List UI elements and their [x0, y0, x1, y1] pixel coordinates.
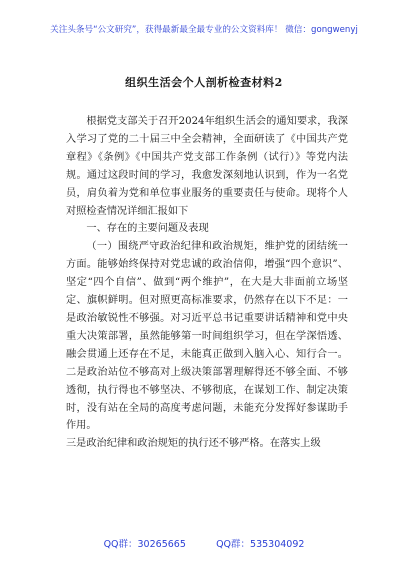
document-title: 组织生活会个人剖析检查材料2 — [125, 76, 283, 89]
footer-qq-groups: QQ群：30265665 QQ群：535304092 — [103, 539, 305, 550]
section-heading: 一、存在的主要问题及表现 — [86, 223, 209, 235]
document-body — [66, 113, 348, 453]
body-paragraph: （一）围绕严守政治纪律和政治规矩，维护党的团结统一方面。能够始终保持对党忠诚的政治信仰，增强“四个意识”、坚定“四个自信”、做到“两个维护”，在大是大非面前立场坚定、旗帜鲜明。但对照更高标准要求，仍然存在以下不足：一是政治敏锐性不够强。对习近平总书记重要讲话精神和党中央重大决策部署，虽然能够第一时间组织学习，但在学深悟透、融会贯通上还存在不足，未能真正做到入脑入心、知行合一。二是政治站位不够高对上级决策部署理解得还不够全面、不够透彻，执行得也不够坚决、不够彻底，在谋划工作、制定决策时，没有站在全局的高度考虑问题，未能充分发挥好参谋助手作用。 — [66, 241, 348, 432]
header-banner: 关注头条号“公文研究”，获得最新最全最专业的公文资料库！ 微信：gongwenyj — [50, 25, 358, 35]
body-paragraph-continued: 三是政治纪律和政治规矩的执行还不够严格。在落实上级 — [66, 438, 321, 450]
intro-paragraph: 根据党支部关于召开2024年组织生活会的通知要求，我深入学习了党的二十届三中全会精神，全面研读了《中国共产党章程》《条例》《中国共产党支部工作条例（试行）》等党内法规。通过这段时间的学习，我愈发深刻地认识到，作为一名党员，肩负着为党和单位事业服务的重要责任与使命。现将个人对照检查情况详细汇报如下 — [66, 116, 348, 217]
